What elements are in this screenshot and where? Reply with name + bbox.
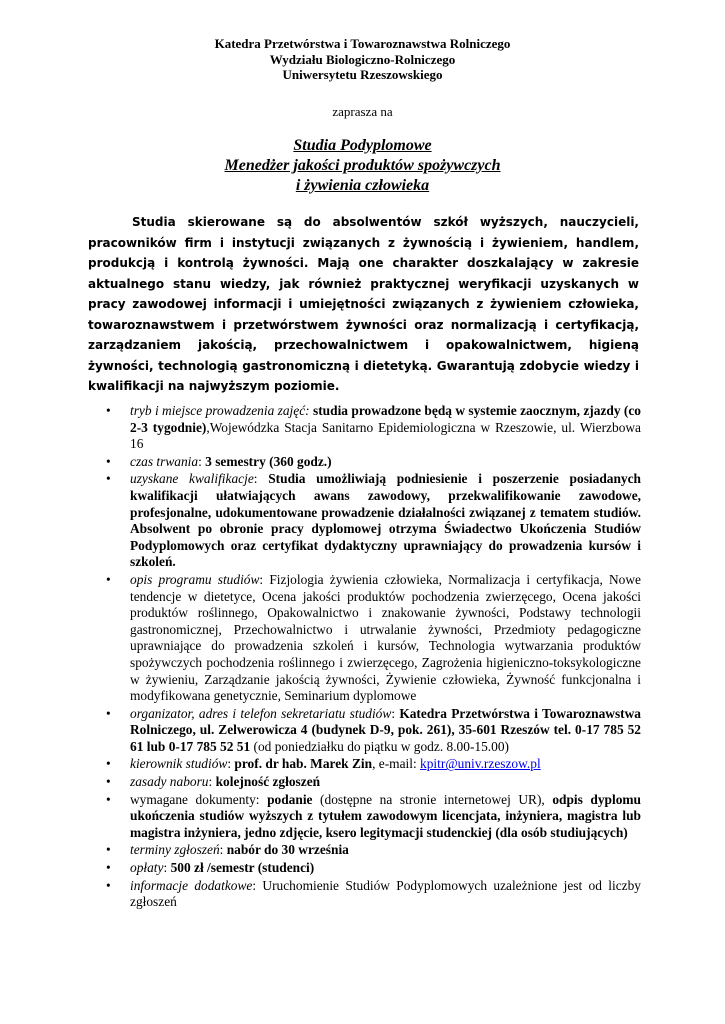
mode-label: tryb i miejsce prowadzenia zajęć: <box>130 403 310 418</box>
bullet-icon: • <box>106 756 111 772</box>
documents-label: wymagane dokumenty: <box>130 791 268 807</box>
list-item-additional <box>88 878 641 911</box>
documents-list: odpis dyplomu ukończenia studiów wyższych z tytułem zawodowym licencjata, inżyniera, magistra lub magistra inżyniera, jedno zdjęcie, ksero legitymacji studenckiej (dla osób studiujących) <box>130 791 641 840</box>
documents-application: podanie <box>267 791 313 807</box>
documents-note: (dostępne na stronie internetowej UR), <box>312 791 553 807</box>
program-value: Fizjologia żywienia człowieka, Normalizacja i certyfikacja, Nowe tendencje w dietetyce, Ocena jakości produktów pochodzenia zwierzęcego, Ocena jakości produktów roślinnego, Opakowalnictwo i znakowanie żywności, Podstawy technologii gastronomicznej, Przechowalnictwo i utrwalanie żywności, Przedmioty pedagogiczne uprawniające do prowadzenia szkoleń i kursów, Technologia wytwarzania produktów spożywczych pochodzenia roślinnego i zwierzęcego, Zagrożenia higieniczno-toksykologiczne w żywieniu, Zarządzanie jakością żywności, Żywienie człowieka, Żywność funkcjonalna i modyfikowana genetycznie, Seminarium dyplomowe <box>130 571 641 704</box>
head-email-label: , e-mail: <box>372 756 421 772</box>
admission-value: kolejność zgłoszeń <box>215 774 321 790</box>
head-label: kierownik studiów <box>130 756 228 772</box>
organizer-label: organizator, adres i telefon sekretariatu studiów <box>130 705 392 721</box>
organizer-sep: : <box>391 705 400 721</box>
mode-value: studia prowadzone będą w systemie zaocznym, zjazdy (co 2-3 tygodnie) <box>130 403 642 435</box>
program-title <box>0 136 725 196</box>
organizer-hours: (od poniedziałku do piątku w godz. 8.00-15.00) <box>250 738 509 754</box>
header-department: Katedra Przetwórstwa i Towaroznawstwa Rolniczego <box>214 36 511 51</box>
additional-sep: : <box>252 877 263 893</box>
list-item-fees <box>88 860 641 877</box>
fees-sep: : <box>163 860 171 876</box>
bullet-icon: • <box>106 705 111 721</box>
admission-label: zasady naboru <box>130 774 209 790</box>
list-item-qualification <box>88 471 641 571</box>
bullet-icon: • <box>106 791 111 807</box>
bullet-icon: • <box>106 842 111 858</box>
title-line-2: Menedżer jakości produktów spożywczych <box>224 157 501 174</box>
qualification-sep: : <box>253 471 269 487</box>
bullet-icon: • <box>106 860 111 876</box>
qualification-label: uzyskane kwalifikacje <box>130 471 254 487</box>
organizer-address: Katedra Przetwórstwa i Towaroznawstwa Rolniczego, ul. Zelwerowicza 4 (budynek D-9, pok. 261), 35-601 Rzeszów tel. 0-17 785 52 61 lub 0-17 785 52 51 <box>130 705 641 754</box>
duration-sep: : <box>198 453 206 469</box>
head-sep: : <box>227 756 235 772</box>
bullet-icon: • <box>106 453 111 469</box>
list-item-duration <box>88 454 641 471</box>
header-faculty: Wydziału Biologiczno-Rolniczego <box>269 51 456 67</box>
deadline-label: terminy zgłoszeń <box>130 842 220 858</box>
list-item-head <box>88 756 641 773</box>
header-university: Uniwersytetu Rzeszowskiego <box>282 67 443 82</box>
list-item-organizer <box>88 706 641 756</box>
head-email-link[interactable]: kpitr@univ.rzeszow.pl <box>420 756 541 772</box>
duration-value: 3 semestry (360 godz.) <box>205 453 332 469</box>
duration-label: czas trwania <box>130 453 199 469</box>
fees-value: 500 zł /semestr (studenci) <box>170 860 315 876</box>
additional-value: Uruchomienie Studiów Podyplomowych uzależnione jest od liczby zgłoszeń <box>130 877 641 910</box>
invite-text: zaprasza na <box>332 104 393 119</box>
fees-label: opłaty <box>130 860 164 876</box>
document-header <box>0 36 725 83</box>
program-sep: : <box>259 571 270 587</box>
mode-location: ,Wojewódzka Stacja Sanitarno Epidemiologiczna w Rzeszowie, ul. Wierzbowa 16 <box>130 419 641 452</box>
title-line-3: i żywienia człowieka <box>295 177 430 194</box>
bullet-icon: • <box>106 774 111 790</box>
list-item-documents <box>88 792 641 842</box>
intro-paragraph: Studia skierowane są do absolwentów szkół wyższych, nauczycieli, pracowników firm i instytucji związanych z żywnością i żywieniem, handlem, produkcją i kontrolą żywności. Mają one charakter doszkalający w zakresie aktualnego stanu wiedzy, jak również praktycznej weryfikacji uzyskanych w pracy zawodowej informacji i umiejętności związanych z żywieniem człowieka, towaroznawstwem i przetwórstwem żywności oraz normalizacją i certyfikacją, zarządzaniem jakością, przechowalnictwem i opakowalnictwem, higieną żywności, technologią gastronomiczną i dietetyką. Gwarantują zdobycie wiedzy i kwalifikacji na najwyższym poziomie. <box>88 215 639 393</box>
list-item-program <box>88 572 641 705</box>
info-list <box>88 403 641 912</box>
bullet-icon: • <box>106 877 111 893</box>
bullet-icon: • <box>106 571 111 587</box>
program-label: opis programu studiów <box>130 571 260 587</box>
head-name: prof. dr hab. Marek Zin <box>234 756 373 772</box>
bullet-icon: • <box>106 471 111 487</box>
list-item-mode <box>88 403 641 453</box>
deadline-value: nabór do 30 września <box>226 842 349 858</box>
qualification-value: Studia umożliwiają podniesienie i poszerzenie posiadanych kwalifikacji ułatwiających awans zawodowy, przekwalifikowanie zawodowe, profesjonalne, udokumentowane prowadzenie działalności związanej z tematem studiów. Absolwent po obronie pracy dyplomowej otrzyma Świadectwo Ukończenia Studiów Podyplomowych oraz certyfikat dydaktyczny uprawniający do prowadzenia kursów i szkoleń. <box>130 471 641 570</box>
admission-sep: : <box>208 774 216 790</box>
title-line-1: Studia Podyplomowe <box>293 137 432 154</box>
list-item-deadline <box>88 842 641 859</box>
bullet-icon: • <box>106 403 111 418</box>
list-item-admission <box>88 774 641 791</box>
deadline-sep: : <box>219 842 227 858</box>
additional-label: informacje dodatkowe <box>130 877 253 893</box>
